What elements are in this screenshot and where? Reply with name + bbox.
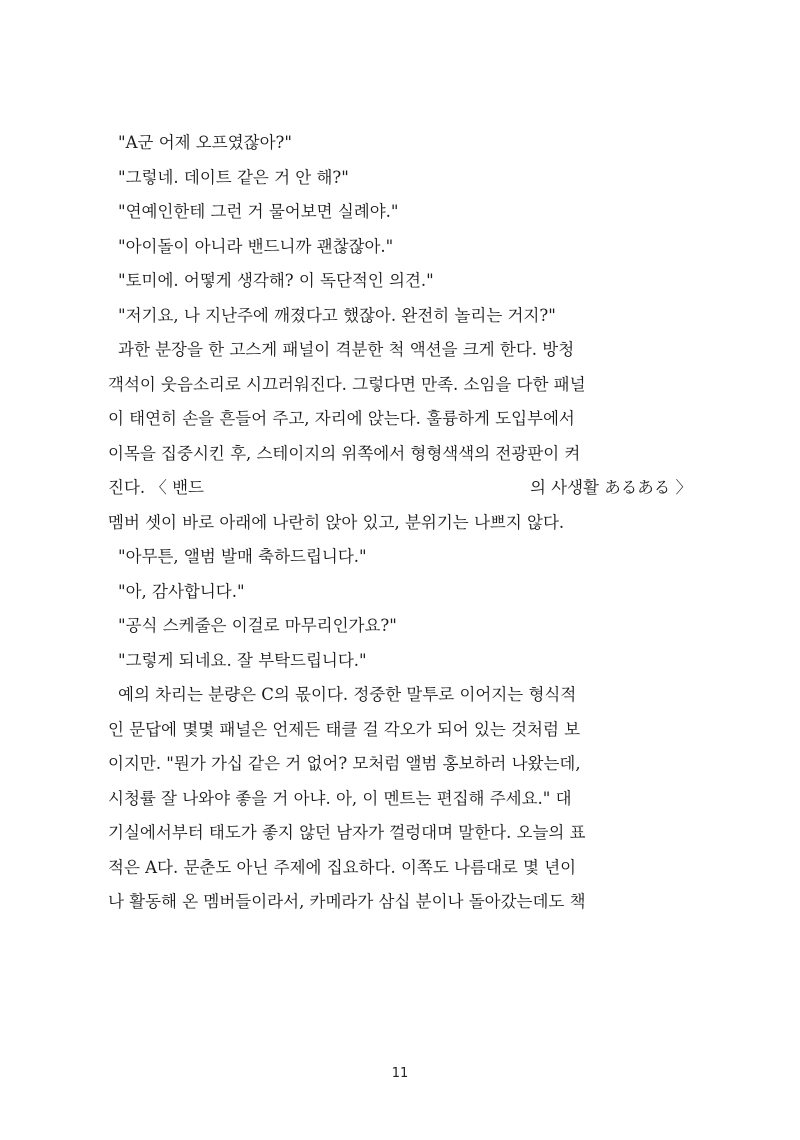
paragraph-line: 예의 차리는 분량은 C의 몫이다. 정중한 말투로 이어지는 형식적 — [118, 685, 577, 704]
paragraph-line-gapped — [108, 471, 692, 506]
line-segment-right: 의 사생활 あるある 〉 — [530, 478, 692, 497]
dialogue-line: "그렇게 되네요. 잘 부탁드립니다." — [118, 650, 367, 670]
paragraph-line: 멤버 셋이 바로 아래에 나란히 앉아 있고, 분위기는 나쁘지 않다. — [108, 512, 565, 532]
dialogue-line: "토미에. 어떻게 생각해? 이 독단적인 의견." — [118, 271, 434, 290]
paragraph-line: 인 문답에 몇몇 패널은 언제든 태클 걸 각오가 되어 있는 것처럼 보 — [108, 719, 581, 739]
dialogue-line: "아무튼, 앨범 발매 축하드립니다." — [118, 547, 367, 566]
page-number: 11 — [391, 1066, 409, 1081]
dialogue-line: "저기요, 나 지난주에 깨졌다고 했잖아. 완전히 놀리는 거지?" — [118, 305, 556, 325]
paragraph-line: 이 태연히 손을 흔들어 주고, 자리에 앉는다. 훌륭하게 도입부에서 — [108, 409, 575, 428]
paragraph-line: 시청률 잘 나와야 좋을 거 아냐. 아, 이 멘트는 편집해 주세요." 대 — [108, 788, 572, 808]
paragraph-line: 이목을 집중시킨 후, 스테이지의 위쪽에서 형형색색의 전광판이 켜 — [108, 443, 581, 463]
dialogue-line: "공식 스케줄은 이걸로 마무리인가요?" — [118, 616, 397, 635]
paragraph-line: 과한 분장을 한 고스게 패널이 격분한 척 액션을 크게 한다. 방청 — [118, 340, 575, 359]
body-text — [108, 126, 692, 920]
paragraph-line: 나 활동해 온 멤버들이라서, 카메라가 삼십 분이나 돌아갔는데도 책 — [108, 892, 586, 911]
dialogue-line: "그렇네. 데이트 같은 거 안 해?" — [118, 167, 349, 187]
dialogue-line: "연예인한테 그런 거 물어보면 실례야." — [118, 202, 399, 221]
dialogue-line: "아, 감사합니다." — [118, 581, 245, 601]
dialogue-line: "아이돌이 아니라 밴드니까 괜찮잖아." — [118, 236, 394, 256]
paragraph-line: 적은 A다. 문춘도 아닌 주제에 집요하다. 이쪽도 나름대로 몇 년이 — [108, 857, 577, 877]
paragraph-line: 객석이 웃음소리로 시끄러워진다. 그렇다면 만족. 소임을 다한 패널 — [108, 374, 586, 394]
dialogue-line: "A군 어제 오프였잖아?" — [118, 133, 292, 152]
paragraph-line: 이지만. "뭔가 가십 같은 거 없어? 모처럼 앨범 홍보하러 나왔는데, — [108, 754, 581, 773]
paragraph-line: 기실에서부터 태도가 좋지 않던 남자가 껄렁대며 말한다. 오늘의 표 — [108, 823, 586, 842]
line-segment-left: 진다. 〈 밴드 — [108, 478, 204, 497]
